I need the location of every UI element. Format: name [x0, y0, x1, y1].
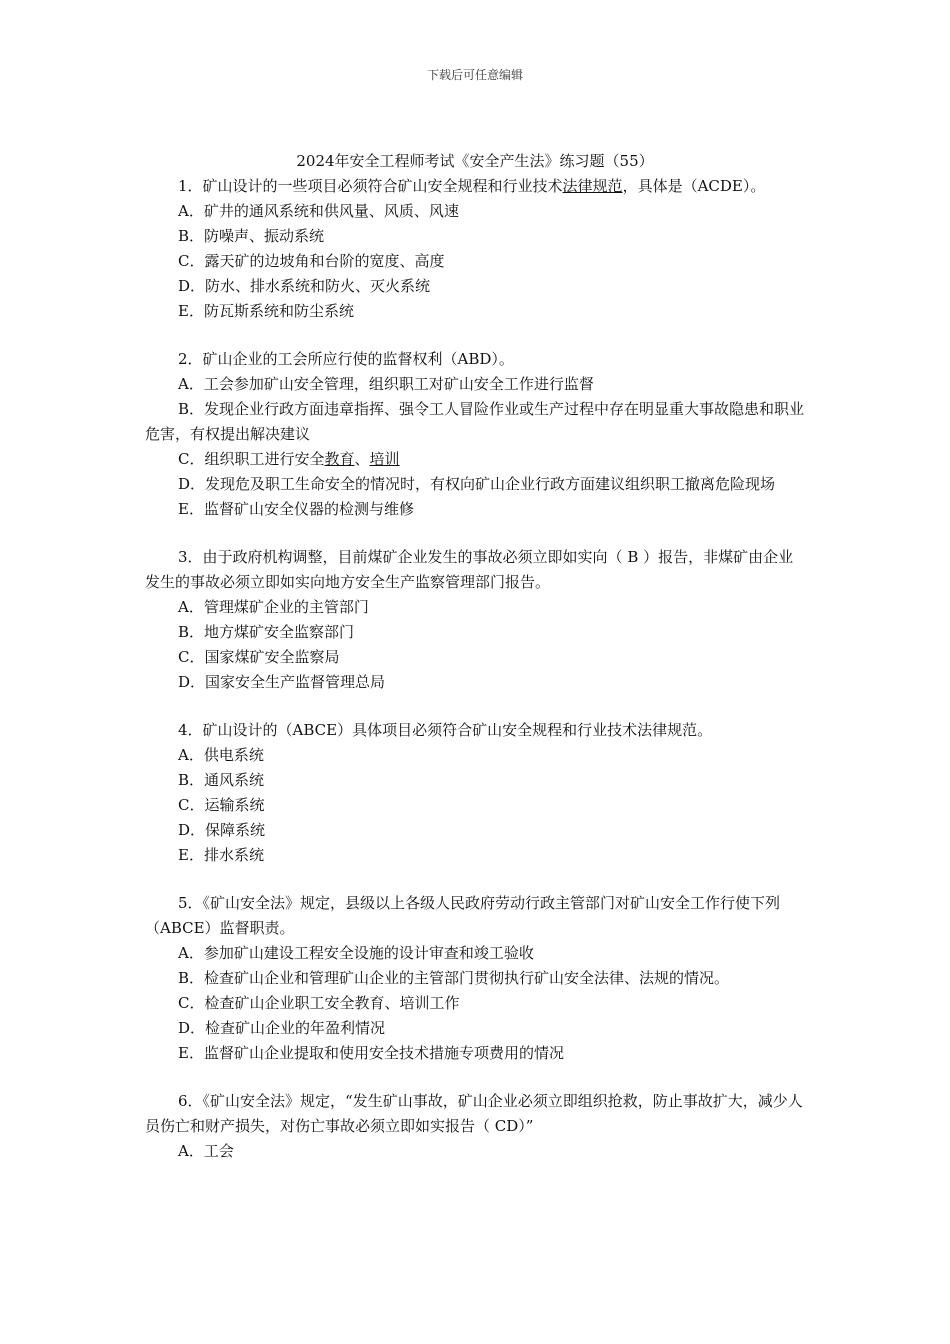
- question-3: 3．由于政府机构调整，目前煤矿企业发生的事故必须立即如实向（ B ）报告，非煤矿由企业发生的事故必须立即如实向地方安全生产监察管理部门报告。: [145, 548, 794, 591]
- q1-option-e: E．防瓦斯系统和防尘系统: [178, 302, 354, 320]
- paragraph-gap: [145, 324, 805, 347]
- q4-option-e: E．排水系统: [178, 846, 264, 864]
- q2-option-e: E．监督矿山安全仪器的检测与维修: [178, 500, 414, 518]
- q2-option-c-text: C．组织职工进行安全: [178, 450, 325, 468]
- question-1-text: 1．矿山设计的一些项目必须符合矿山安全规程和行业技术: [178, 177, 563, 195]
- q5-option-a: A．参加矿山建设工程安全设施的设计审查和竣工验收: [178, 944, 534, 962]
- q4-option-a: A．供电系统: [178, 746, 264, 764]
- q5-option-d: D．检查矿山企业的年盈利情况: [178, 1019, 386, 1037]
- document-body: [145, 174, 805, 1164]
- paragraph-gap: [145, 868, 805, 891]
- question-2: 2．矿山企业的工会所应行使的监督权利（ABD）。: [178, 350, 514, 368]
- q1-option-d: D．防水、排水系统和防火、灭火系统: [178, 277, 431, 295]
- question-1-answer: ，具体是（ACDE）。: [622, 177, 766, 195]
- q5-option-b: B．检查矿山企业和管理矿山企业的主管部门贯彻执行矿山安全法律、法规的情况。: [178, 969, 730, 987]
- q2-option-b: B．发现企业行政方面违章指挥、强令工人冒险作业或生产过程中存在明显重大事故隐患和职业危害，有权提出解决建议: [145, 400, 805, 443]
- education-link[interactable]: 教育: [324, 450, 355, 468]
- q5-option-e: E．监督矿山企业提取和使用安全技术措施专项费用的情况: [178, 1044, 564, 1062]
- training-link[interactable]: 培训: [369, 450, 400, 468]
- q5-option-c: C．检查矿山企业职工安全教育、培训工作: [178, 994, 460, 1012]
- q4-option-d: D．保障系统: [178, 821, 266, 839]
- q3-option-b: B．地方煤矿安全监察部门: [178, 623, 355, 641]
- q4-option-c: C．运输系统: [178, 796, 265, 814]
- q3-option-d: D．国家安全生产监督管理总局: [178, 673, 386, 691]
- q2-option-c-separator: 、: [354, 450, 370, 468]
- header-note: 下载后可任意编辑: [426, 68, 523, 82]
- question-6: 6．《矿山安全法》规定，“发生矿山事故，矿山企业必须立即组织抢救，防止事故扩大，减少人员伤亡和财产损失，对伤亡事故必须立即如实报告（ CD）”: [145, 1092, 803, 1135]
- paragraph-gap: [145, 1066, 805, 1089]
- legal-norms-link[interactable]: 法律规范: [562, 177, 623, 195]
- question-4: 4．矿山设计的（ABCE）具体项目必须符合矿山安全规程和行业技术法律规范。: [178, 721, 713, 739]
- q3-option-a: A．管理煤矿企业的主管部门: [178, 598, 369, 616]
- q1-option-c: C．露天矿的边坡角和台阶的宽度、高度: [178, 252, 445, 270]
- q2-option-d: D．发现危及职工生命安全的情况时，有权向矿山企业行政方面建议组织职工撤离危险现场: [178, 475, 776, 493]
- paragraph-gap: [145, 695, 805, 718]
- q3-option-c: C．国家煤矿安全监察局: [178, 648, 340, 666]
- paragraph-gap: [145, 522, 805, 545]
- q6-option-a: A．工会: [178, 1142, 234, 1160]
- q1-option-a: A．矿井的通风系统和供风量、风质、风速: [178, 202, 459, 220]
- q1-option-b: B．防噪声、振动系统: [178, 227, 325, 245]
- q4-option-b: B．通风系统: [178, 771, 265, 789]
- question-1: [145, 174, 805, 199]
- q2-option-a: A．工会参加矿山安全管理，组织职工对矿山安全工作进行监督: [178, 375, 594, 393]
- question-5: 5．《矿山安全法》规定，县级以上各级人民政府劳动行政主管部门对矿山安全工作行使下列（ABCE）监督职责。: [145, 894, 781, 937]
- q2-option-c: [145, 447, 805, 472]
- document-title: 2024年安全工程师考试《安全产生法》练习题（55）: [296, 152, 654, 170]
